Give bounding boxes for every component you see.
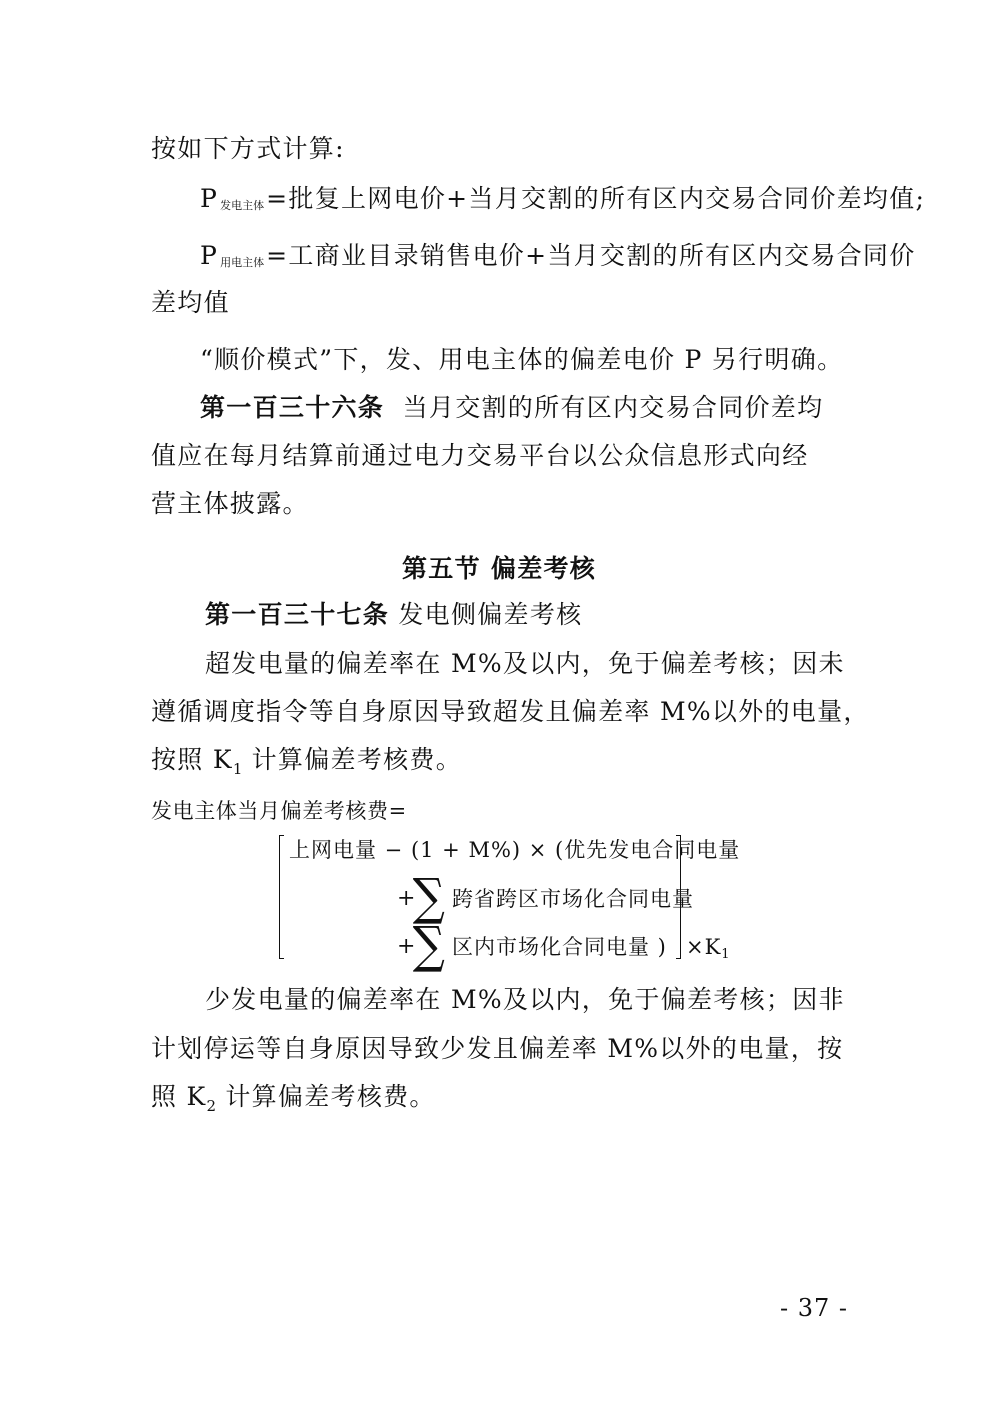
formula-p-generator [200,183,925,220]
left-bracket [279,835,284,959]
article-137-text: 发电侧偏差考核 [398,600,583,629]
formula-p-consumer-text: =工商业目录销售电价+当月交割的所有区内交易合同价 [266,241,916,270]
article-136-line1 [200,392,823,424]
under-gen-line1: 少发电量的偏差率在 M%及以内，免于偏差考核；因非 [205,985,845,1014]
multiplier-k: ×K [686,935,722,959]
symbol-p: P [200,184,219,213]
over-gen-line1: 超发电量的偏差率在 M%及以内，免于偏差考核；因未 [205,649,845,678]
section-heading: 第五节 偏差考核 [402,554,597,583]
subscript-generator: 发电主体 [220,199,265,212]
sum-icon: ∑ [412,916,445,974]
shunjia-paragraph: “顺价模式”下，发、用电主体的偏差电价 P 另行明确。 [200,345,844,374]
formula-row3: 区内市场化合同电量 ) [452,935,667,959]
symbol-p: P [200,241,219,270]
k1-subscript: 1 [232,760,243,778]
article-136-line3: 营主体披露。 [151,489,309,518]
formula-p-generator-text: =批复上网电价+当月交割的所有区内交易合同价差均值; [266,184,926,213]
under-gen-line2: 计划停运等自身原因导致少发且偏差率 M%以外的电量，按 [151,1034,844,1063]
sum-icon: ∑ [412,868,445,926]
formula-plus-2: + [397,934,416,959]
article-136-title: 第一百三十六条 [200,393,385,422]
multiplier-k-subscript: 1 [721,947,730,962]
formula-plus-1: + [397,886,416,911]
formula-row1: 上网电量 − (1 + M%) × (优先发电合同电量 [289,838,741,862]
formula-p-consumer [200,240,916,277]
article-136-line2: 值应在每月结算前通过电力交易平台以公众信息形式向经 [151,441,809,470]
over-gen-line3 [151,744,462,779]
fee-label: 发电主体当月偏差考核费= [151,799,407,823]
over-gen-line2: 遵循调度指令等自身原因导致超发且偏差率 M%以外的电量， [151,697,870,726]
page-number: - 37 - [780,1294,849,1322]
over-gen-line3-b: 计算偏差考核费。 [242,745,463,774]
formula-p-consumer-cont: 差均值 [151,288,230,317]
over-gen-line3-a: 按照 K [151,745,233,774]
k2-subscript: 2 [206,1097,217,1115]
intro-line: 按如下方式计算: [151,134,345,163]
article-137-title: 第一百三十七条 [205,600,390,629]
under-gen-line3-a: 照 K [151,1082,207,1111]
under-gen-line3 [151,1081,436,1116]
under-gen-line3-b: 计算偏差考核费。 [216,1082,436,1111]
formula-multiplier [686,933,730,965]
formula-row2: 跨省跨区市场化合同电量 [452,887,694,911]
right-bracket [676,835,681,959]
subscript-consumer: 用电主体 [220,256,265,269]
article-136-text: 当月交割的所有区内交易合同价差均 [402,393,824,422]
article-137-line [205,599,582,631]
